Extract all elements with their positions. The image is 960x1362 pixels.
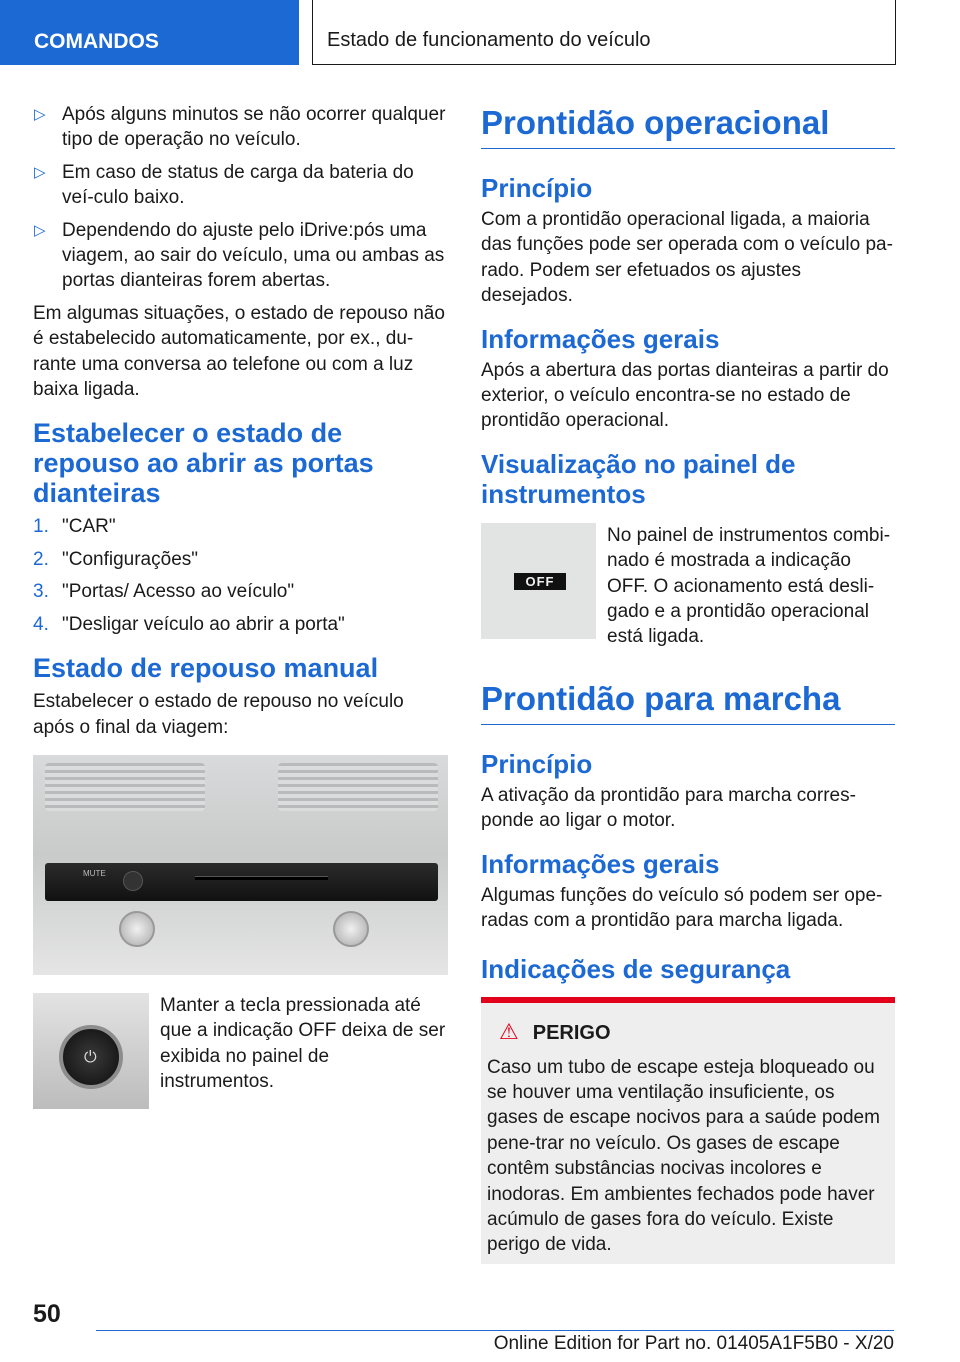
paragraph: Estabelecer o estado de repouso no veículo após o final da viagem: xyxy=(33,691,404,738)
radio-panel xyxy=(45,863,438,901)
chapter-heading: Prontidão para marcha xyxy=(481,680,895,725)
sub-heading: Informações gerais xyxy=(481,848,720,879)
cd-slot xyxy=(195,876,328,880)
power-button-icon xyxy=(123,871,143,891)
paragraph: Algumas funções do veículo só podem ser ope‐radas com a prontidão para marcha ligada. xyxy=(481,884,883,932)
list-item: 2. "Configurações" xyxy=(33,548,199,570)
sub-heading: Princípio xyxy=(481,173,593,203)
list-item: ▷ Em caso de status de carga da bateria do veí‐culo baixo. xyxy=(34,161,414,209)
paragraph: No painel de instrumentos combi‐nado é mostrada a indicação OFF. O acionamento está desli‐gado e a prontidão operacional está ligada. xyxy=(607,524,891,648)
footer-edition: Online Edition for Part no. 01405A1F5B0 - X/20 xyxy=(96,1330,894,1355)
paragraph: A ativação da prontidão para marcha corres‐ponde ao ligar o motor. xyxy=(481,784,856,832)
danger-text: Caso um tubo de escape esteja bloqueado ou se houver uma ventilação insuficiente, os gases de escape nocivos para a saúde podem pene‐trar no veículo. Os gases de escape contêm substâncias nocivas incolores e inodoras. Em ambientes fechados pode haver acúmulo de gases fora do veículo. Existe perigo de vida. xyxy=(487,1056,880,1256)
tuning-knob xyxy=(333,911,369,947)
knob-figure-block xyxy=(33,993,448,1109)
paragraph: Após a abertura das portas dianteiras a partir do exterior, o veículo encontra-se no estado de prontidão operacional. xyxy=(481,359,889,432)
paragraph: Com a prontidão operacional ligada, a maioria das funções pode ser operada com o veículo pa‐rado. Podem ser efetuados os ajustes desejados. xyxy=(481,209,893,307)
triangle-bullet-icon: ▷ xyxy=(34,106,46,123)
knob-caption: Manter a tecla pressionada até que a indicação OFF deixa de ser exibida no painel de instrumentos. xyxy=(160,994,446,1093)
header-title: Estado de funcionamento do veículo xyxy=(312,0,896,65)
power-icon: ⏻ xyxy=(84,1048,97,1066)
off-figure-block xyxy=(481,523,895,650)
sub-heading: Informações gerais xyxy=(481,323,720,354)
section-heading: Estabelecer o estado de repouso ao abrir as portas dianteiras xyxy=(33,418,374,509)
danger-label: PERIGO xyxy=(532,1021,611,1044)
instrument-cluster-image xyxy=(481,523,596,639)
air-vent xyxy=(45,763,205,811)
left-column xyxy=(33,102,448,1109)
bullet-list xyxy=(33,102,448,294)
sub-heading: Visualização no painel de instrumentos xyxy=(481,448,796,509)
mute-label: MUTE xyxy=(83,868,106,878)
volume-knob xyxy=(119,911,155,947)
page-number: 50 xyxy=(33,1300,61,1328)
paragraph: Em algumas situações, o estado de repouso não é estabelecido automaticamente, por ex., du‐rante uma conversa ao telefone ou com a luz baixa ligada. xyxy=(33,302,445,401)
air-vent xyxy=(278,763,438,811)
section-heading: Estado de repouso manual xyxy=(33,653,379,684)
triangle-bullet-icon: ▷ xyxy=(34,163,46,181)
triangle-bullet-icon: ▷ xyxy=(34,221,46,239)
list-item: 1. "CAR" xyxy=(33,516,116,538)
chapter-heading: Prontidão operacional xyxy=(481,104,895,149)
header-section-tab: COMANDOS xyxy=(0,0,299,65)
dashboard-radio-image xyxy=(33,755,448,975)
list-item: 3. "Portas/ Acesso ao veículo" xyxy=(33,581,295,603)
list-item: ▷ Após alguns minutos se não ocorrer qualquer tipo de operação no veículo. xyxy=(34,104,446,151)
sub-heading: Princípio xyxy=(481,748,593,779)
sub-heading: Indicações de segurança xyxy=(481,953,791,984)
danger-box xyxy=(481,997,895,1264)
power-knob-image xyxy=(33,993,149,1109)
list-item: 4. "Desligar veículo ao abrir a porta" xyxy=(33,613,345,635)
off-indicator: OFF xyxy=(514,573,566,590)
power-knob xyxy=(59,1025,123,1089)
right-column xyxy=(481,104,895,1264)
list-item: ▷ Dependendo do ajuste pelo iDrive:pós uma viagem, ao sair do veículo, uma ou ambas as portas dianteiras forem abertas. xyxy=(34,219,445,292)
danger-header xyxy=(487,1019,888,1045)
steps-list xyxy=(33,514,448,637)
warning-triangle-icon: ⚠ xyxy=(499,1018,519,1044)
